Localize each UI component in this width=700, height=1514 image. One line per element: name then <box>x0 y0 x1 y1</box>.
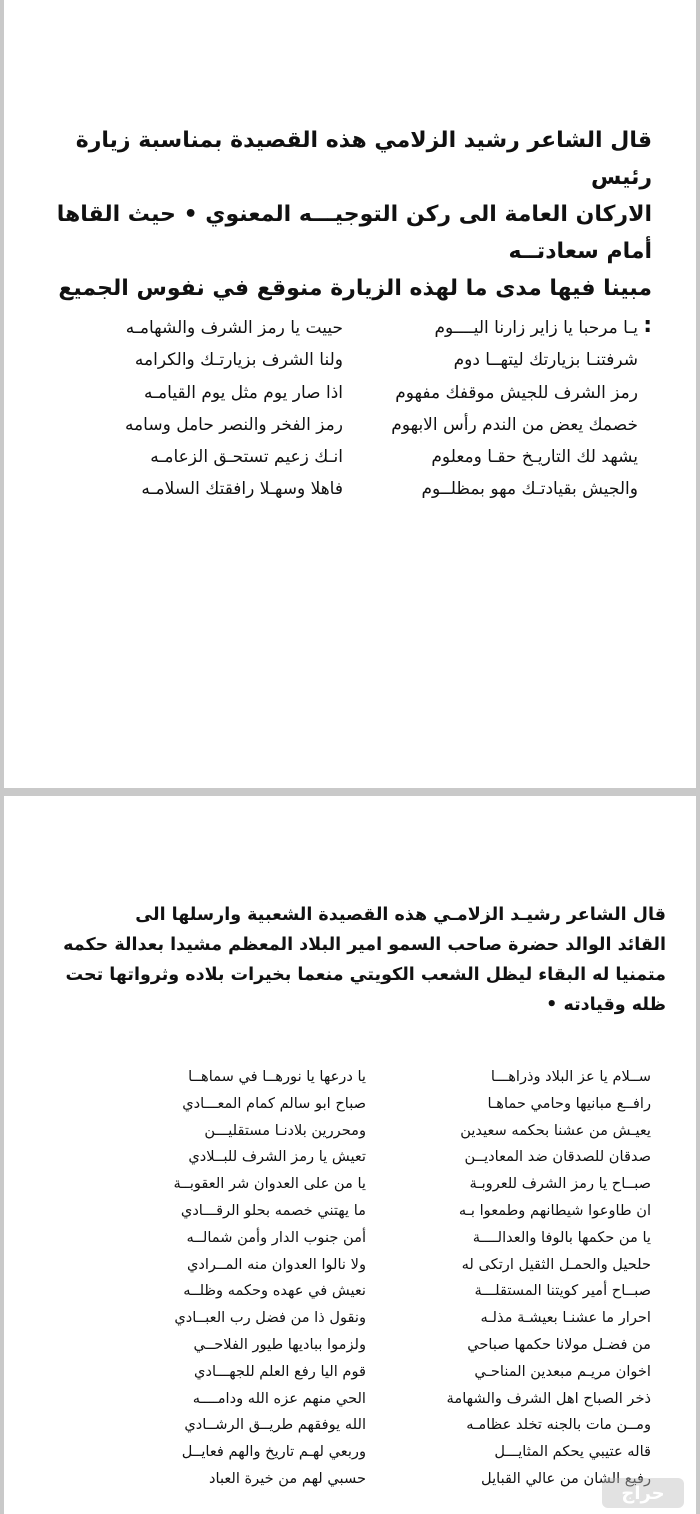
intro-line: ظله وقيادته • <box>546 995 666 1015</box>
intro-line: الاركان العامة الى ركن التوجيـــه المعنوي • حيث القاها أمام سعادتــه <box>56 202 652 264</box>
intro-line: قال الشاعر رشيـد الزلامـي هذه القصيدة الشعبية وارسلها الى <box>135 905 666 925</box>
poem-verse: يا درعها يا نورهــا في سماهــا <box>188 1068 366 1085</box>
poem-verse: اذا صار يوم مثل يوم القيامـه <box>143 382 343 403</box>
poem-verse: صباح ابو سالم كمام المعـــادي <box>182 1094 366 1112</box>
poem-left-column <box>43 312 343 506</box>
poem-verse: صدقان للصدقان ضد المعاديــن <box>464 1148 651 1166</box>
poem-verse: رمز الفخر والنصر حامل وسامه <box>124 414 343 435</box>
poem-right-column <box>368 312 638 506</box>
intro-line: القائد الوالد حضرة صاحب السمو امير البلاد المعظم مشيدا بعدالة حكمه <box>63 935 666 955</box>
poem-verse: ولا نالوا العدوان منه المــرادي <box>186 1255 366 1273</box>
poem-verse: فاهلا وسهـلا رافقتك السلامـه <box>141 479 343 500</box>
poem-verse: من فضـل مولانا حكمها صباحي <box>467 1335 651 1353</box>
poem-verse: احرار ما عشنـا بعيشـة مذلـه <box>480 1309 651 1327</box>
poem-verse: حسبي لهم من خيرة العباد <box>209 1469 366 1487</box>
poem-verse: ومــن مات بالجنه تخلد عظامـه <box>466 1416 651 1434</box>
intro-line: قال الشاعر رشيد الزلامي هذه القصيدة بمناسبة زيارة رئيس <box>75 128 652 190</box>
poem-verse: ما يهتني خصمه بحلو الرقـــادي <box>180 1201 366 1219</box>
poem-right-column <box>396 1064 651 1493</box>
poem-verse: ولنا الشرف بزيارتـك والكرامه <box>134 350 343 371</box>
poem-verse: يـا مرحبا يا زاير زارنا اليــــوم <box>434 318 638 338</box>
page-two-intro <box>32 900 666 1020</box>
poem-verse: صبــاح يا رمز الشرف للعروبـة <box>469 1175 651 1193</box>
poem-verse: ومحررين بلادنـا مستقليـــن <box>204 1121 366 1139</box>
poem-left-column <box>86 1064 366 1493</box>
poem-verse: يعيـش من عشنا بحكمه سعيدين <box>460 1121 651 1139</box>
poem-verse: صبــاح أمير كويتنا المستقلـــة <box>474 1282 651 1300</box>
page-two <box>4 796 696 1514</box>
watermark-logo: حراج <box>602 1478 684 1508</box>
poem-verse: انـك زعيم تستحـق الزعامـه <box>150 447 343 468</box>
poem-verse: نعيش في عهده وحكمه وظلــه <box>183 1282 366 1300</box>
poem-verse: حلحيل والحمـل الثقيل ارتكى له <box>461 1255 651 1273</box>
poem-verse: ســلام يا عز البلاد وذراهـــا <box>490 1068 651 1085</box>
page-one <box>4 0 696 788</box>
poem-verse: يا من على العدوان شر العقوبــة <box>173 1175 366 1193</box>
intro-line: متمنيا له البقاء ليظل الشعب الكويتي منعما بخيرات بلاده وثرواتها تحت <box>65 965 666 985</box>
poem-verse: تعيش يا رمز الشرف للبــلادي <box>188 1148 366 1166</box>
poem-verse: اخوان مريـم مبعدين المناحـي <box>474 1362 651 1380</box>
poem-verse: الحي منهم عزه الله ودامــــه <box>192 1389 366 1407</box>
poem-verse: وربعي لهـم تاريخ والهم فعايــل <box>181 1443 366 1461</box>
poem-verse: رفيع الشان من عالي القبايل <box>481 1469 651 1487</box>
poem-verse: ذخر الصباح اهل الشرف والشهامة <box>446 1389 651 1407</box>
poem-verse: ان طاوعوا شيطانهم وطمعوا بـه <box>458 1201 651 1219</box>
poem-verse: رمز الشرف للجيش موقفك مفهوم <box>395 382 638 403</box>
intro-line: مبينا فيها مدى ما لهذه الزيارة منوقع في نفوس الجميع : <box>58 276 652 338</box>
poem-verse: يا من حكمها بالوفا والعدالــــة <box>472 1228 651 1246</box>
poem-verse: الله يوفقهم طريــق الرشــادي <box>184 1416 366 1434</box>
poem-verse: قوم اليا رفع العلم للجهـــادي <box>194 1362 366 1380</box>
poem-verse: رافــع مبانيها وحامي حماهـا <box>487 1094 651 1112</box>
poem-verse: ونقول ذا من فضل رب العبــادي <box>174 1309 366 1327</box>
poem-verse: حييت يا رمز الشرف والشهامـه <box>125 318 343 338</box>
poem-verse: أمن جنوب الدار وأمن شمالــه <box>186 1228 366 1246</box>
poem-verse: والجيش بقيادتـك مهو بمظلــوم <box>421 479 638 500</box>
poem-verse: قاله عتيبي يحكم المثايـــل <box>494 1443 651 1461</box>
poem-verse: خصمك يعض من الندم رأس الابهوم <box>391 414 638 435</box>
poem-verse: ولزموا بباديها طيور الفلاحــي <box>193 1335 366 1353</box>
page-one-intro <box>48 122 652 344</box>
poem-verse: شرفتنـا بزيارتك ليتهــا دوم <box>453 350 638 371</box>
poem-verse: يشهد لك التاريـخ حقـا ومعلوم <box>431 447 638 468</box>
